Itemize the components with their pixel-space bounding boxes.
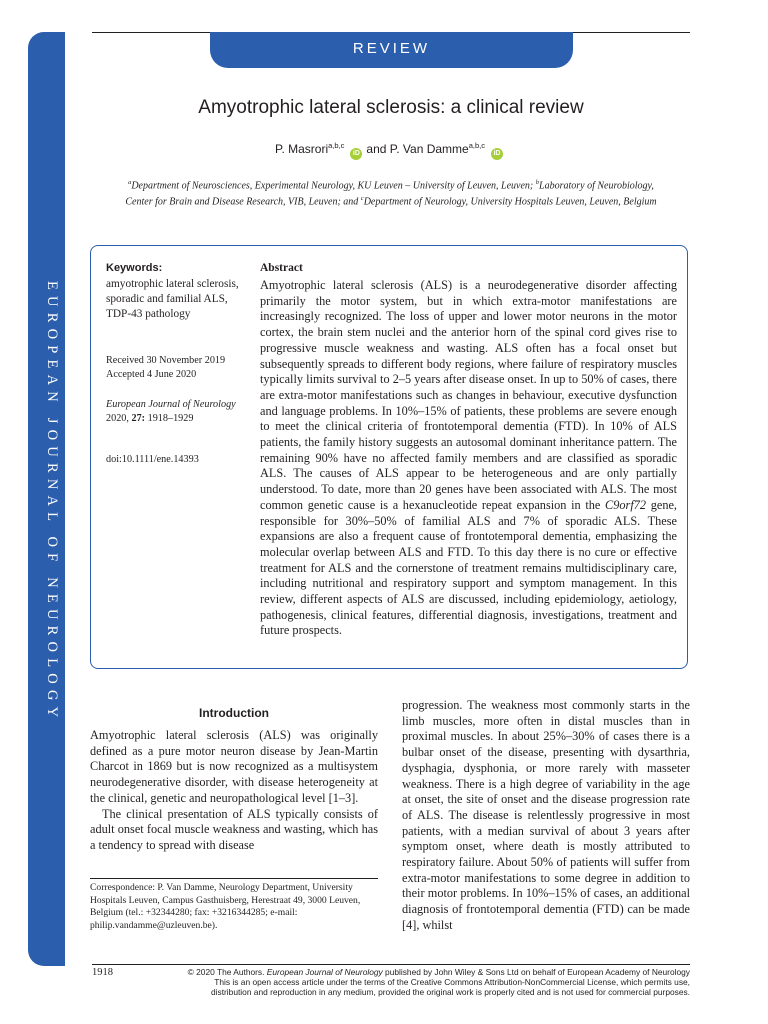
copyright-text: published by John Wiley & Sons Ltd on behalf of European Academy of Neurology xyxy=(385,967,690,977)
paragraph: progression. The weakness most commonly starts in the limb muscles, more often in distal muscles than in proximal muscles. In about 25%–30% of cases there is a bulbar onset of the disease, presenting with dysarthria, dysphagia, dysphonia, or more rarely with masseter weakness. There is a high degree of variability in the age at onset, the site of onset and the disease progression rate of ALS. The disease is relentlessly progressive in most patients, with a median survival of about 3 years after symptom onset, where death is mostly attributed to respiratory failure. About 50% of patients will suffer from extra-motor manifestations to some degree in addition to their motor problems. In 10%–15% of cases, an additional diagnosis of frontotemporal dementia (FTD) can be made [4], whilst xyxy=(402,698,690,932)
paragraph: The clinical presentation of ALS typically consists of adult onset focal muscle weakness and wasting, which has a tendency to spread with disease xyxy=(90,806,378,852)
doi[interactable]: doi:10.1111/ene.14393 xyxy=(106,454,199,465)
affiliations xyxy=(92,176,690,209)
section-tab: REVIEW xyxy=(210,32,573,68)
paragraph: Amyotrophic lateral sclerosis (ALS) was originally defined as a pure motor neuron disease by Jean-Martin Charcot in 1869 but is now recognized as a multisystem neurodegenerative disorder, with disease heterogeneity at the clinical, genetic and neuropathological level [1–3]. xyxy=(90,728,378,805)
abstract-part: Amyotrophic lateral sclerosis (ALS) is a neurodegenerative disorder affecting primarily the motor system, but in which extra-motor manifestations are increasingly recognized. The loss of upper and lower motor neurons in the motor cortex, the brain stem nuclei and the anterior horn of the spinal cord gives rise to progressive muscle weakness and wasting. ALS often has a focal onset but subsequently spreads to different body regions, where failure of respiratory muscles typically limits survival to 2–5 years after disease onset. In up to 50% of cases, there are extra-motor manifestations such as changes in behaviour, executive dysfunction and language problems. In 10%–15% of patients, these problems are severe enough to meet the clinical criteria of frontotemporal dementia (FTD). In 10% of ALS patients, the family history suggests an autosomal dominant inheritance pattern. The remaining 90% have no affected family members and are classified as sporadic ALS. The causes of ALS appear to be heterogeneous and are only partially understood. To date, more than 20 genes have been associated with ALS. The most common genetic cause is a hexanucleotide repeat expansion in the xyxy=(260,278,677,512)
column-right xyxy=(402,698,690,934)
citation-volume: 27: xyxy=(131,413,146,424)
author-name: P. Masrori xyxy=(275,142,329,156)
introduction-heading: Introduction xyxy=(199,706,269,720)
author-line xyxy=(92,141,690,160)
author-affil-sup: a,b,c xyxy=(328,141,345,150)
column-left xyxy=(90,728,378,854)
license-text: distribution and reproduction in any medium, provided the original work is properly cited and is not used for commercial purposes. xyxy=(210,987,690,997)
article-title: Amyotrophic lateral sclerosis: a clinical review xyxy=(198,97,584,118)
copyright-text: © 2020 The Authors. xyxy=(187,967,265,977)
citation-year: 2020, xyxy=(106,413,129,424)
affil-sup: b xyxy=(535,179,540,186)
abstract-text xyxy=(260,278,677,639)
page-number: 1918 xyxy=(92,967,113,978)
license-text: This is an open access article under the terms of the Creative Commons Attribution-NonCommercial License, which permits use, xyxy=(214,977,690,987)
citation-journal: European Journal of Neurology xyxy=(106,399,236,410)
citation-pages: 1918–1929 xyxy=(147,413,194,424)
affil-text: Department of Neurosciences, Experimental Neurology, KU Leuven – University of Leuven, Leuven; xyxy=(131,180,534,192)
keywords-list: amyotrophic lateral sclerosis, sporadic and familial ALS, TDP-43 pathology xyxy=(106,278,239,320)
author-affil-sup: a,b,c xyxy=(468,141,485,150)
accepted-date: Accepted 4 June 2020 xyxy=(106,369,197,380)
received-date: Received 30 November 2019 xyxy=(106,355,226,366)
abstract-part: gene, responsible for 30%–50% of familial ALS and 7% of sporadic ALS. These expansions are also a frequent cause of frontotemporal dementia, emphasizing the molecular overlap between ALS and FTD. To this day there is no cure or effective treatment for ALS and the cornerstone of treatment remains multidisciplinary care, including nutritional and respiratory support and symptom management. In this review, different aspects of ALS are discussed, including epidemiology, aetiology, pathogenesis, clinical features, differential diagnosis, investigations, treatment and future prospects. xyxy=(260,497,678,638)
gene-name: C9orf72 xyxy=(605,497,647,512)
correspondence: Correspondence: P. Van Damme, Neurology Department, University Hospitals Leuven, Campus Gasthuisberg, Herestraat 49, 3000 Leuven, Belgium (tel.: +32344280; fax: +3216344285; e-mail: philip.vandamme@uzleuven.be). xyxy=(90,882,361,931)
article-dates xyxy=(106,354,246,382)
affil-sup: a xyxy=(128,179,132,186)
affil-sup: c xyxy=(360,195,364,203)
affil-text: Laboratory of Neurobiology, xyxy=(539,180,654,192)
abstract-heading: Abstract xyxy=(260,262,303,274)
affil-text: Department of Neurology, University Hospitals Leuven, Leuven, Belgium xyxy=(363,196,657,208)
keywords-heading: Keywords: xyxy=(106,262,163,274)
author-name: P. Van Damme xyxy=(389,142,469,156)
footer-rule xyxy=(92,964,690,965)
orcid-icon[interactable]: iD xyxy=(350,148,362,160)
copyright-journal: European Journal of Neurology xyxy=(266,967,383,977)
author-join: and xyxy=(366,142,387,156)
affil-text: Center for Brain and Disease Research, VIB, Leuven; and xyxy=(125,196,359,208)
journal-name: EUROPEAN JOURNAL OF NEUROLOGY xyxy=(44,280,60,724)
copyright-notice xyxy=(140,967,690,997)
citation xyxy=(106,398,246,426)
orcid-icon[interactable]: iD xyxy=(491,148,503,160)
footnote-rule xyxy=(90,878,378,879)
